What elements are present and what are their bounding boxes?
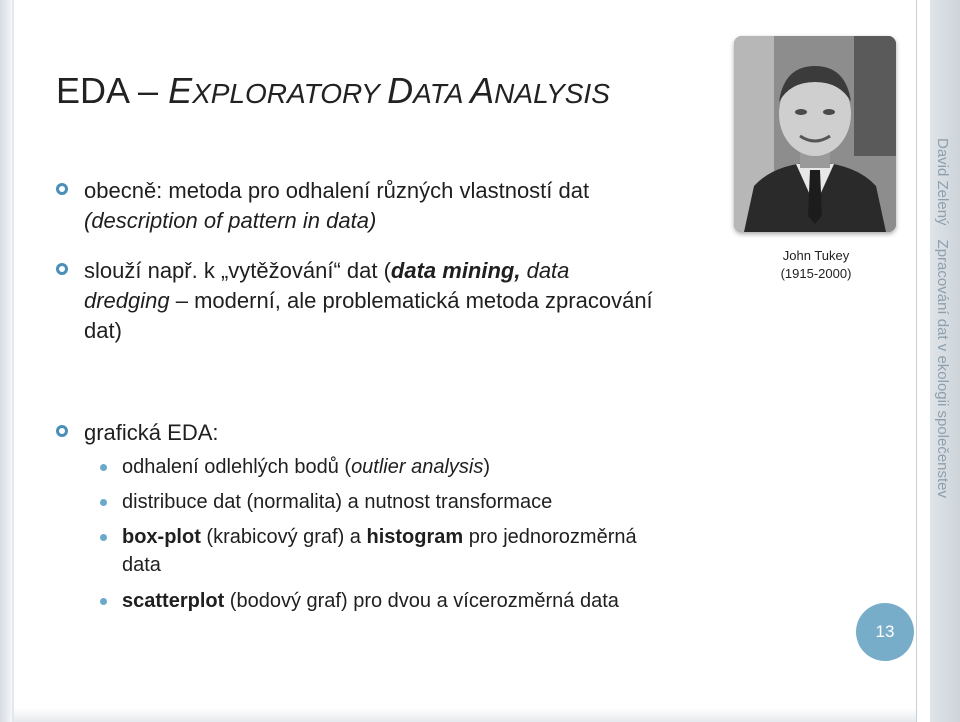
bullet-1-line-2: (description of pattern in data) [84, 208, 377, 233]
bullet-2-text: slouží např. k „vytěžování“ dat ( [84, 258, 391, 283]
bottom-frame [14, 708, 916, 722]
bullet-2-data: data [520, 258, 570, 283]
slide-title [56, 70, 610, 112]
caption-name: John Tukey [782, 248, 850, 263]
title-prefix: EDA – [56, 70, 169, 111]
ring-bullet-icon [56, 425, 68, 437]
sub-bullet-3: box-plot (krabicový graf) a histogram pro jednorozměrná data [100, 523, 637, 579]
sidebar-vertical-text [934, 138, 951, 498]
ring-bullet-icon [56, 263, 68, 275]
bullet-2-rest: – moderní, ale problematická metoda zpracování [169, 288, 653, 313]
bullet-1 [56, 176, 589, 236]
title-rest-2: ATA [413, 78, 471, 109]
title-rest-1: XPLORATORY [192, 78, 388, 109]
title-rest-3: NALYSIS [494, 78, 610, 109]
bullet-2-data-mining: data mining, [390, 258, 521, 283]
bullet-2-dredging: dredging [84, 288, 170, 313]
right-frame-line [916, 0, 917, 722]
sidebar-course: Zpracování dat v ekologii společenstev [934, 239, 951, 499]
portrait-photo [734, 36, 896, 232]
caption-years: (1915-2000) [780, 266, 852, 281]
dot-bullet-icon [100, 598, 107, 605]
dot-bullet-icon [100, 499, 107, 506]
histogram-text: histogram [366, 526, 464, 548]
scatterplot-text: scatterplot [122, 590, 225, 612]
dot-bullet-icon [100, 464, 107, 471]
title-cap-1: E [168, 70, 193, 111]
outlier-analysis-text: outlier analysis [351, 456, 484, 478]
bullet-2-tail: dat) [84, 318, 122, 343]
portrait-illustration [734, 36, 896, 232]
dot-bullet-icon [100, 534, 107, 541]
page-number: 13 [875, 622, 895, 641]
title-cap-2: D [387, 70, 414, 111]
left-frame [0, 0, 14, 722]
sub-bullet-1: odhalení odlehlých bodů (outlier analysis) [100, 453, 490, 481]
bullet-3 [56, 418, 219, 448]
sub-bullet-2: distribuce dat (normalita) a nutnost transformace [100, 488, 552, 516]
ring-bullet-icon [56, 183, 68, 195]
box-plot-text: box-plot [122, 526, 201, 548]
photo-caption [766, 247, 866, 283]
bullet-3-text: grafická EDA: [84, 420, 219, 445]
sub-bullet-4: scatterplot (bodový graf) pro dvou a vícerozměrná data [100, 587, 619, 615]
bullet-2 [56, 256, 653, 346]
title-cap-3: A [470, 70, 495, 111]
sidebar-author: David Zelený [934, 138, 951, 226]
bullet-1-line-1: obecně: metoda pro odhalení různých vlastností dat [84, 178, 590, 203]
page-number-badge [856, 603, 914, 661]
